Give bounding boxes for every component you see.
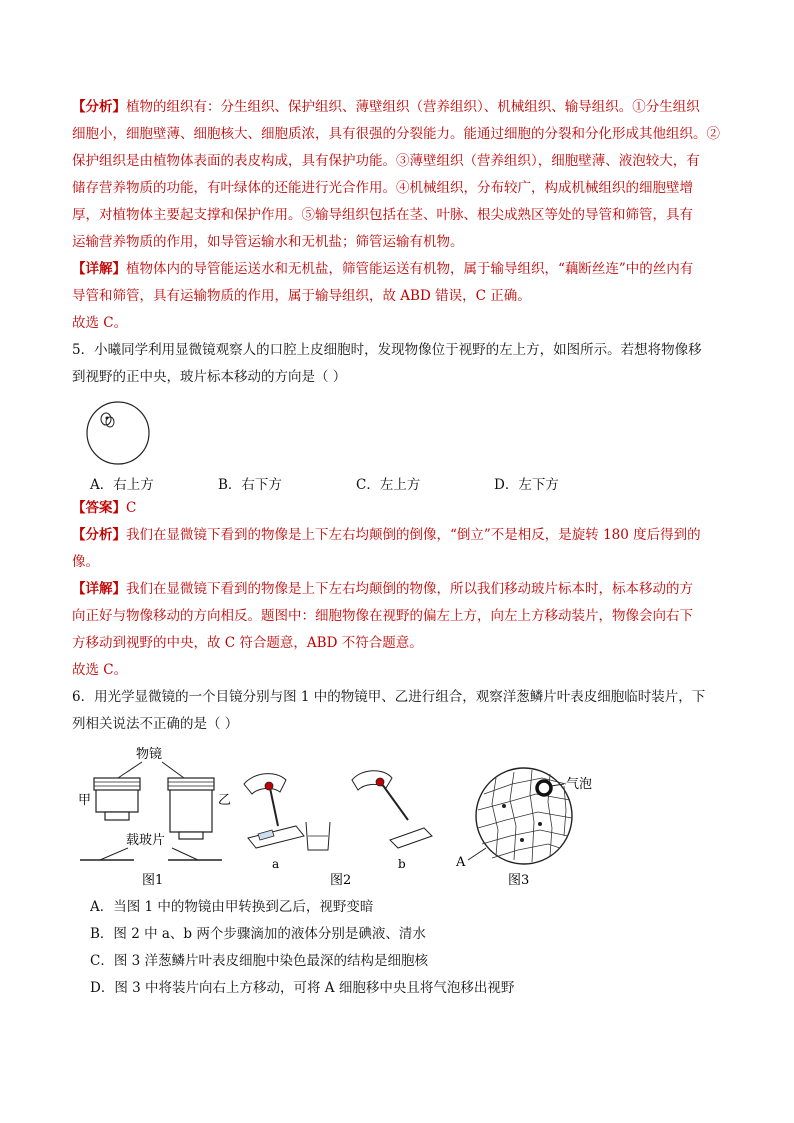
analysis-text-line: 厚，对植物体主要起支撑和保护作用。⑤输导组织包括在茎、叶脉、根尖成熟区等处的导管和筛管，具有 xyxy=(72,207,693,223)
analysis-text-line: 植物的组织有：分生组织、保护组织、薄壁组织（营养组织）、机械组织、输导组织。①分生组织 xyxy=(126,99,700,115)
analysis-tag: 【分析】 xyxy=(72,527,126,543)
analysis-text-line: 保护组织是由植物体表面的表皮构成，具有保护功能。③薄壁组织（营养组织），细胞壁薄、液泡较大，有 xyxy=(72,153,700,169)
figure-1-objectives xyxy=(78,746,231,888)
question-stem-line: 列相关说法不正确的是（ ） xyxy=(72,716,239,732)
hand-icon xyxy=(244,774,286,794)
microscope-field-figure xyxy=(72,397,152,467)
q6-figures xyxy=(72,744,752,890)
option-a[interactable]: A．右上方 xyxy=(90,477,154,493)
detail-tag: 【详解】 xyxy=(72,261,126,277)
detail-text-line: 向正好与物像移动的方向相反。题图中：细胞物像在视野的偏左上方，向左上方移动装片，物像会向右下 xyxy=(72,608,693,624)
detail-tag: 【详解】 xyxy=(72,581,126,597)
option-d[interactable]: D．左下方 xyxy=(494,477,559,493)
field-of-view-circle xyxy=(476,768,572,864)
detail-text-line: 植物体内的导管能运送水和无机盐，筛管能运送有机物，属于输导组织，“藕断丝连”中的丝内有 xyxy=(126,261,694,277)
figure-3-cells xyxy=(455,768,592,888)
detail-text-line: 我们在显微镜下看到的物像是上下左右均颠倒的物像，所以我们移动玻片标本时，标本移动的方 xyxy=(126,581,693,597)
q5-analysis xyxy=(72,522,752,576)
step-b-label: b xyxy=(398,857,406,871)
q5-conclusion: 故选 C。 xyxy=(72,662,128,678)
fig3-caption: 图3 xyxy=(508,873,530,888)
slide-label: 载玻片 xyxy=(126,833,166,848)
q5-stem xyxy=(72,337,752,391)
q5-figure xyxy=(72,397,752,467)
q5-detail xyxy=(72,576,752,657)
answer-tag: 【答案】 xyxy=(72,500,126,516)
yi-label: 乙 xyxy=(218,793,232,808)
slide-a xyxy=(248,826,304,848)
bubble-label: 气泡 xyxy=(566,777,593,792)
analysis-text-line: 储存营养物质的功能，有叶绿体的还能进行光合作用。④机械组织，分布较广，构成机械组织的细胞壁增 xyxy=(72,180,693,196)
question-stem-line: 6．用光学显微镜的一个目镜分别与图 1 中的物镜甲、乙进行组合，观察洋葱鳞片叶表皮细胞临时装片，下 xyxy=(72,689,706,705)
detail-text-line: 方移动到视野的中央，故 C 符合题意，ABD 不符合题意。 xyxy=(72,635,423,651)
document-page xyxy=(72,94,752,1002)
field-of-view-circle xyxy=(87,402,149,464)
analysis-text-line: 细胞小，细胞壁薄、细胞核大、细胞质浓，具有很强的分裂能力。能通过细胞的分裂和分化形成其他组织。② xyxy=(72,126,720,142)
q6-stem xyxy=(72,684,752,738)
q4-detail xyxy=(72,256,752,310)
fig1-caption: 图1 xyxy=(142,873,164,888)
analysis-text-line: 我们在显微镜下看到的物像是上下左右均颠倒的倒像，“倒立”不是相反，是旋转 180 度后得到的 xyxy=(126,527,701,543)
detail-text-line: 导管和筛管，具有运输物质的作用，属于输导组织，故 ABD 错误，C 正确。 xyxy=(72,288,531,304)
step-a-label: a xyxy=(272,857,280,871)
question-stem-line: 到视野的正中央，玻片标本移动的方向是（ ） xyxy=(72,369,347,385)
analysis-text-line: 运输营养物质的作用，如导管运输水和无机盐；筛管运输有机物。 xyxy=(72,234,464,250)
q6-figure-set xyxy=(72,744,602,890)
objective-yi xyxy=(168,778,214,790)
analysis-tag: 【分析】 xyxy=(72,99,126,115)
hand-icon xyxy=(352,771,392,790)
cell-a-label: A xyxy=(456,855,466,870)
dropper-a xyxy=(270,788,278,826)
option-a[interactable]: A．当图 1 中的物镜由甲转换到乙后，视野变暗 xyxy=(90,899,374,915)
analysis-text-line: 像。 xyxy=(72,554,99,570)
option-b[interactable]: B．右下方 xyxy=(218,477,282,493)
objective-label: 物镜 xyxy=(136,747,163,762)
jia-label: 甲 xyxy=(78,793,92,808)
slide-b xyxy=(390,828,432,848)
option-c[interactable]: C．图 3 洋葱鳞片叶表皮细胞中染色最深的结构是细胞核 xyxy=(90,953,429,969)
option-d[interactable]: D．图 3 中将装片向右上方移动，可将 A 细胞移中央且将气泡移出视野 xyxy=(90,980,515,996)
air-bubble xyxy=(537,781,551,795)
fig2-caption: 图2 xyxy=(330,873,352,888)
q4-analysis xyxy=(72,94,752,256)
answer-value: C xyxy=(126,500,137,516)
option-b[interactable]: B．图 2 中 a、b 两个步骤滴加的液体分别是碘液、清水 xyxy=(90,926,426,942)
option-c[interactable]: C．左上方 xyxy=(356,477,421,493)
question-stem-line: 5．小曦同学利用显微镜观察人的口腔上皮细胞时，发现物像位于视野的左上方，如图所示。若想将物像移 xyxy=(72,342,702,358)
q4-conclusion: 故选 C。 xyxy=(72,315,128,331)
dropper-b xyxy=(382,784,408,820)
figure-2-steps xyxy=(244,771,432,888)
nucleus xyxy=(106,417,109,420)
objective-jia xyxy=(94,778,140,790)
q6-options xyxy=(72,894,752,1002)
q5-options xyxy=(90,473,752,493)
